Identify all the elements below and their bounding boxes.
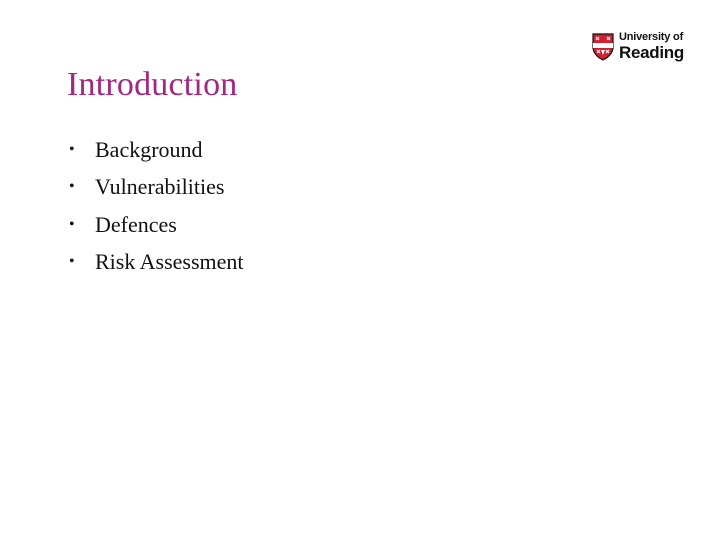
bullet-item <box>60 169 244 207</box>
bullet-item <box>60 131 244 169</box>
bullet-text: Defences <box>95 211 177 237</box>
bullet-icon: • <box>69 215 75 233</box>
bullet-text: Vulnerabilities <box>95 174 225 200</box>
bullet-item <box>60 244 244 282</box>
slide-title: Introduction <box>67 66 238 103</box>
logo-line1: University of <box>619 31 684 43</box>
university-crest-icon <box>592 33 614 61</box>
bullet-list <box>60 131 244 281</box>
logo-line2: Reading <box>619 43 684 62</box>
logo-wordmark <box>619 32 684 61</box>
bullet-text: Risk Assessment <box>95 249 244 275</box>
bullet-icon: • <box>69 253 75 271</box>
bullet-item <box>60 206 244 244</box>
bullet-text: Background <box>95 136 203 162</box>
bullet-icon: • <box>69 140 75 158</box>
university-logo <box>592 32 684 61</box>
bullet-icon: • <box>69 178 75 196</box>
